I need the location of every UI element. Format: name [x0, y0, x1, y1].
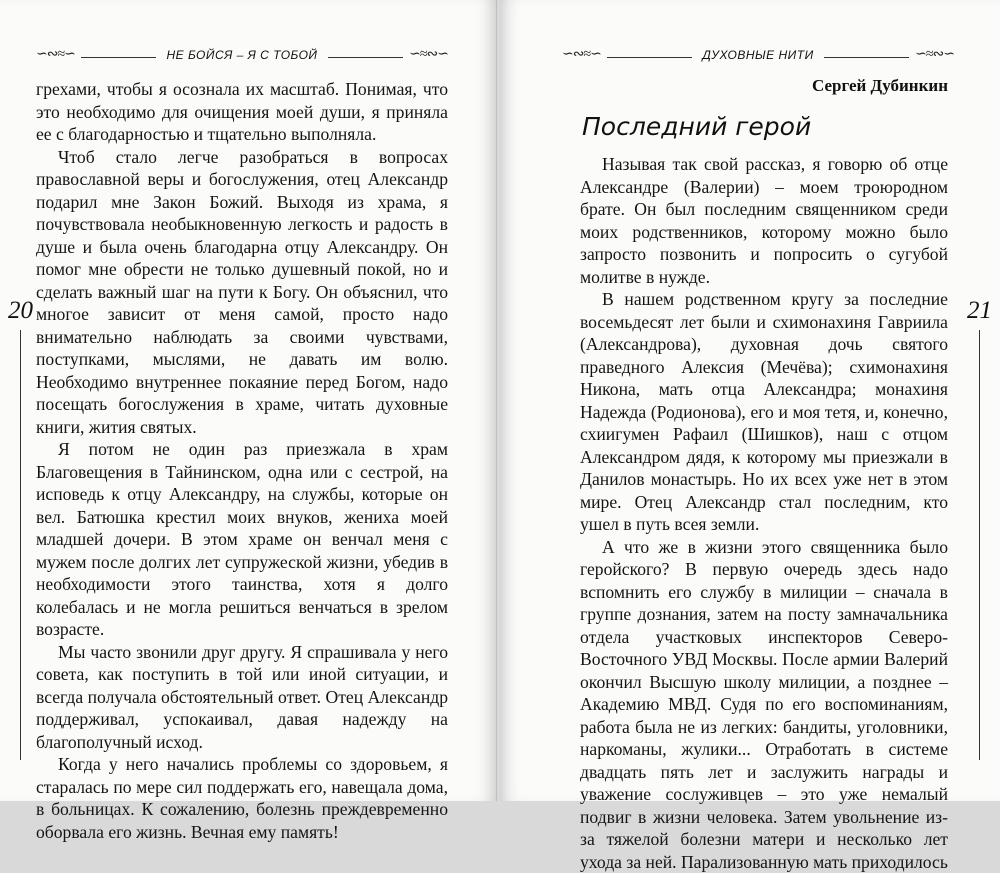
paragraph: Когда у него начались проблемы со здоровьем, я старалась по мере сил поддержать его, навещала дома, в больницах. К сожалению, болезнь преждевременно оборвала его жизнь. Вечная ему память! [36, 753, 448, 843]
ornament-icon: ∽∾≈∽ [36, 48, 75, 62]
paragraph: Называя так свой рассказ, я говорю об отце Александре (Валерии) – моем троюродном брате. Он был последним священником среди моих родственников, которому можно было запросто позвонить и попросить о сугубой молитве в нужде. [580, 153, 948, 288]
left-page-number: 20 [8, 298, 33, 323]
left-running-header [36, 38, 448, 62]
author-name: Сергей Дубинкин [812, 76, 948, 96]
header-rule [328, 57, 404, 58]
right-page-number: 21 [967, 298, 992, 323]
right-margin-rule [979, 330, 980, 760]
paragraph: Чтоб стало легче разобраться в вопросах православной веры и богослужения, отец Александр подарил мне Закон Божий. Выходя из храма, я почувствовала необыкновенную легкость и радость в душе и была очень благодарна отцу Александру. Он помог мне обрести не только душевный покой, но и сделать важный шаг на пути к Богу. Он объяснил, что многое зависит от меня самой, просто надо внимательно наблюдать за своими чувствами, поступками, мыслями, не давать им волю. Необходимо внутреннее покаяние перед Богом, надо посещать богослужения в храме, читать духовные книги, жития святых. [36, 146, 448, 439]
ornament-icon: ∽≈∾∽ [915, 48, 954, 62]
left-page [0, 0, 497, 801]
right-running-header [562, 38, 954, 62]
ornament-icon: ∽≈∾∽ [409, 48, 448, 62]
header-rule [824, 57, 909, 58]
paragraph: грехами, чтобы я осознала их масштаб. Понимая, что это необходимо для очищения моей души, я приняла ее с благодарностью и тщательно выполняла. [36, 78, 448, 146]
left-body-text [36, 78, 448, 843]
paragraph: Мы часто звонили друг другу. Я спрашивала у него совета, как поступить в той или иной ситуации, и всегда получала обстоятельный ответ. Отец Александр поддерживал, успокаивал, давая надежду на благополучный исход. [36, 641, 448, 754]
header-rule [607, 57, 692, 58]
left-margin-rule [20, 330, 21, 760]
paragraph: А что же в жизни этого священника было геройского? В первую очередь здесь надо вспомнить его службу в милиции – сначала в группе дознания, затем на посту замначальника отдела участковых инспекторов Северо-Восточного УВД Москвы. После армии Валерий окончил Высшую школу милиции, а позднее – Академию МВД. Судя по его воспоминаниям, работа была не из легких: бандиты, уголовники, наркоманы, жулики... Отработать в системе двадцать пять лет и заслужить награды и уважение сослуживцев – это уже немалый подвиг в жизни человека. Затем увольнение из-за тяжелой болезни матери и несколько лет ухода за ней. Парализованную мать приходилось [580, 536, 948, 873]
ornament-icon: ∽∾≈∽ [562, 48, 601, 62]
right-page [500, 0, 1000, 801]
header-rule [81, 57, 157, 58]
left-header-title: НЕ БОЙСЯ – Я С ТОБОЙ [162, 48, 321, 62]
right-header-title: ДУХОВНЫЕ НИТИ [698, 48, 817, 62]
paragraph: Я потом не один раз приезжала в храм Благовещения в Тайнинском, одна или с сестрой, на исповедь к отцу Александру, на службы, которые он вел. Батюшка крестил моих внуков, жениха моей младшей дочери. В этом храме он венчал меня с мужем после долгих лет супружеской жизни, убедив в необходимости этого таинства, хотя я долго колебалась и не могла решиться венчаться в зрелом возрасте. [36, 438, 448, 641]
story-title: Последний герой [582, 112, 811, 141]
paragraph: В нашем родственном кругу за последние восемьдесят лет были и схимонахиня Гавриила (Александрова), духовная дочь святого праведного Алексия (Мечёва); схимонахиня Никона, мать отца Александра; монахиня Надежда (Родионова), его и моя тетя, и, конечно, схиигумен Рафаил (Шишков), наш с отцом Александром дядя, к которому мы приезжали в Данилов монастырь. Но их всех уже нет в этом мире. Отец Александр стал последним, кто ушел в путь всея земли. [580, 288, 948, 536]
right-body-text [580, 153, 948, 873]
